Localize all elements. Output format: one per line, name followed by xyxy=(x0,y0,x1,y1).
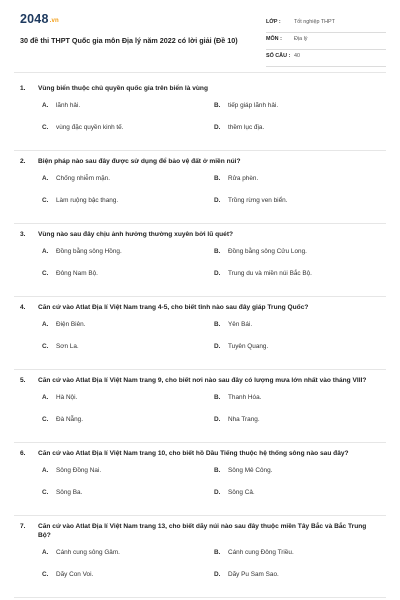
answer-option-b[interactable] xyxy=(214,247,307,256)
option-letter: A. xyxy=(42,321,49,328)
option-text: Tuyên Quang. xyxy=(228,343,269,350)
question-text: Vùng nào sau đây chịu ảnh hưởng thường xuyên bởi lũ quét? xyxy=(38,231,234,238)
meta-question-count xyxy=(266,50,386,67)
option-text: Đông Nam Bộ. xyxy=(56,270,98,277)
question-number: 4. xyxy=(20,304,26,311)
option-text: Trung du và miền núi Bắc Bộ. xyxy=(228,270,312,277)
option-letter: A. xyxy=(42,175,49,182)
question-number: 3. xyxy=(20,231,26,238)
option-text: Hà Nội. xyxy=(56,394,78,401)
answer-option-b[interactable] xyxy=(214,101,278,110)
answer-option-d[interactable] xyxy=(214,196,287,205)
answer-option-b[interactable] xyxy=(214,393,261,402)
option-text: Cánh cung sông Gâm. xyxy=(56,549,120,556)
option-letter: D. xyxy=(214,270,221,277)
meta-label: SỐ CÂU : xyxy=(266,53,291,59)
answer-option-c[interactable] xyxy=(42,342,79,351)
answer-options xyxy=(42,174,386,216)
answer-option-c[interactable] xyxy=(42,415,83,424)
option-text: Chống nhiễm mặn. xyxy=(56,175,110,182)
question-text: Căn cứ vào Atlat Địa lí Việt Nam trang 9, cho biết nơi nào sau đây có lượng mưa lớn nhất vào tháng VIII? xyxy=(38,377,367,384)
meta-value: 40 xyxy=(294,53,300,59)
meta-grade xyxy=(266,16,386,33)
question-item xyxy=(14,443,386,516)
logo-suffix: .vn xyxy=(49,18,59,24)
option-letter: B. xyxy=(214,394,221,401)
answer-option-c[interactable] xyxy=(42,123,124,132)
question-number: 1. xyxy=(20,85,26,92)
option-text: vùng đặc quyền kinh tế. xyxy=(56,124,124,131)
answer-options xyxy=(42,247,386,289)
option-text: Sông Ba. xyxy=(56,489,83,496)
answer-option-d[interactable] xyxy=(214,488,255,497)
answer-option-c[interactable] xyxy=(42,488,82,497)
meta-label: MÔN : xyxy=(266,36,282,42)
option-text: lãnh hải. xyxy=(56,102,81,109)
option-text: Làm ruộng bậc thang. xyxy=(56,197,119,204)
option-letter: A. xyxy=(42,394,49,401)
option-letter: A. xyxy=(42,102,49,109)
answer-option-c[interactable] xyxy=(42,269,98,278)
option-text: Yên Bái. xyxy=(228,321,253,328)
answer-options xyxy=(42,320,386,362)
answer-option-d[interactable] xyxy=(214,415,260,424)
question-item xyxy=(14,297,386,370)
answer-option-d[interactable] xyxy=(214,342,268,351)
option-text: Sơn La. xyxy=(56,343,79,350)
option-letter: B. xyxy=(214,321,221,328)
answer-option-a[interactable] xyxy=(42,320,86,329)
option-text: Rửa phèn. xyxy=(228,175,259,182)
question-number: 2. xyxy=(20,158,26,165)
answer-option-c[interactable] xyxy=(42,570,93,579)
answer-option-a[interactable] xyxy=(42,101,80,110)
answer-option-d[interactable] xyxy=(214,123,264,132)
option-text: thềm lục địa. xyxy=(228,124,265,131)
question-number: 7. xyxy=(20,523,26,530)
exam-meta xyxy=(266,16,386,67)
answer-option-d[interactable] xyxy=(214,570,279,579)
option-text: Điện Biên. xyxy=(56,321,86,328)
option-text: Nha Trang. xyxy=(228,416,260,423)
answer-option-c[interactable] xyxy=(42,196,118,205)
question-text: Căn cứ vào Atlat Địa lí Việt Nam trang 4-5, cho biết tỉnh nào sau đây giáp Trung Quốc? xyxy=(38,304,309,311)
option-text: tiếp giáp lãnh hải. xyxy=(228,102,279,109)
option-letter: B. xyxy=(214,248,221,255)
option-text: Sông Mê Công. xyxy=(228,467,273,474)
option-letter: B. xyxy=(214,102,221,109)
question-item xyxy=(14,151,386,224)
site-logo[interactable] xyxy=(20,12,59,26)
answer-option-d[interactable] xyxy=(214,269,312,278)
option-text: Đà Nẵng. xyxy=(56,416,83,423)
option-letter: C. xyxy=(42,270,49,277)
option-letter: C. xyxy=(42,416,49,423)
meta-label: LỚP : xyxy=(266,19,281,25)
option-text: Đồng bằng sông Hồng. xyxy=(56,248,122,255)
option-letter: C. xyxy=(42,124,49,131)
answer-option-a[interactable] xyxy=(42,466,101,475)
option-letter: D. xyxy=(214,571,221,578)
option-text: Trồng rừng ven biển. xyxy=(228,197,288,204)
question-item xyxy=(14,370,386,443)
answer-option-a[interactable] xyxy=(42,548,120,557)
exam-header xyxy=(10,8,390,66)
option-text: Dãy Con Voi. xyxy=(56,571,94,578)
answer-option-b[interactable] xyxy=(214,466,272,475)
option-letter: B. xyxy=(214,467,221,474)
option-letter: C. xyxy=(42,571,49,578)
question-number: 6. xyxy=(20,450,26,457)
header-divider xyxy=(14,72,386,73)
question-item xyxy=(14,224,386,297)
question-list xyxy=(0,78,400,598)
question-text: Căn cứ vào Atlat Địa lí Việt Nam trang 10, cho biết hồ Dầu Tiếng thuộc hệ thống sông nào sau đây? xyxy=(38,450,349,457)
option-letter: A. xyxy=(42,467,49,474)
option-letter: D. xyxy=(214,489,221,496)
option-text: Sông Đồng Nai. xyxy=(56,467,102,474)
answer-options xyxy=(42,393,386,435)
answer-option-a[interactable] xyxy=(42,247,122,256)
option-letter: C. xyxy=(42,343,49,350)
option-text: Đồng bằng sông Cửu Long. xyxy=(228,248,307,255)
meta-subject xyxy=(266,33,386,50)
option-letter: D. xyxy=(214,416,221,423)
question-text: Căn cứ vào Atlat Địa lí Việt Nam trang 13, cho biết dãy núi nào sau đây thuộc miền Tây Bắc và Bắc Trung Bộ? xyxy=(38,523,367,539)
option-text: Dãy Pu Sam Sao. xyxy=(228,571,279,578)
option-letter: B. xyxy=(214,549,221,556)
option-text: Sông Cả. xyxy=(228,489,255,496)
question-item xyxy=(14,516,386,598)
answer-option-a[interactable] xyxy=(42,393,77,402)
option-text: Cánh cung Đông Triều. xyxy=(228,549,294,556)
answer-option-b[interactable] xyxy=(214,174,258,183)
question-text: Vùng biển thuộc chủ quyền quốc gia trên biển là vùng xyxy=(38,85,208,92)
answer-options xyxy=(42,548,386,590)
option-letter: A. xyxy=(42,248,49,255)
answer-option-a[interactable] xyxy=(42,174,110,183)
option-letter: D. xyxy=(214,124,221,131)
option-letter: B. xyxy=(214,175,221,182)
answer-option-b[interactable] xyxy=(214,548,294,557)
option-letter: C. xyxy=(42,197,49,204)
answer-options xyxy=(42,101,386,143)
answer-option-b[interactable] xyxy=(214,320,252,329)
question-text: Biện pháp nào sau đây được sử dụng để bảo vệ đất ở miền núi? xyxy=(38,158,241,165)
option-letter: D. xyxy=(214,343,221,350)
option-text: Thanh Hóa. xyxy=(228,394,262,401)
meta-value: Địa lý xyxy=(294,36,308,42)
question-item xyxy=(14,78,386,151)
option-letter: C. xyxy=(42,489,49,496)
meta-value: Tốt nghiệp THPT xyxy=(294,19,335,25)
option-letter: A. xyxy=(42,549,49,556)
option-letter: D. xyxy=(214,197,221,204)
question-number: 5. xyxy=(20,377,26,384)
exam-title: 30 đề thi THPT Quốc gia môn Địa lý năm 2022 có lời giải (Đề 10) xyxy=(20,36,238,45)
answer-options xyxy=(42,466,386,508)
logo-text: 2048 xyxy=(20,12,49,26)
